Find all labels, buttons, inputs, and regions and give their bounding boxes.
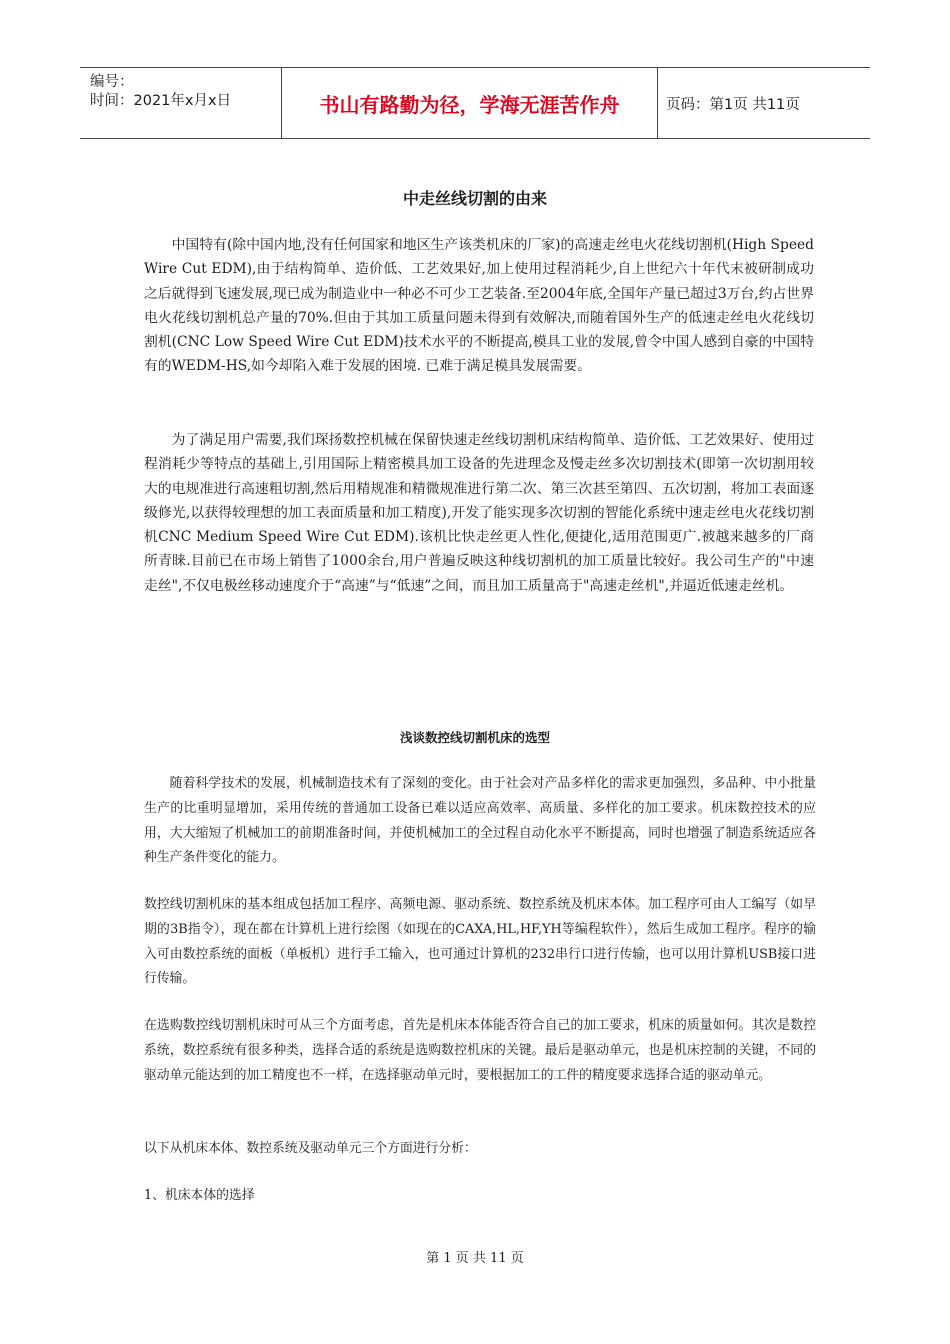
article-1-paragraph: 为了满足用户需要,我们琛扬数控机械在保留快速走丝线切割机床结构简单、造价低、工艺效果好、使用过程消耗少等特点的基础上,引用国际上精密模具加工设备的先进理念及慢走丝多次切割技术(即第一次切割用较大的电规准进行高速粗切割,然后用精规准和精微规准进行第二次、第三次甚至第四、五次切割，将加工表面逐级修光,以获得较理想的加工表面质量和加工精度),开发了能实现多次切割的智能化系统中速走丝电火花线切割机CNC Medium Speed Wire Cut EDM).该机比快走丝更人性化,便捷化,适用范围更广.被越来越多的厂商所青睐.目前已在市场上销售了1000余台,用户普遍反映这种线切割机的加工质量比较好。我公司生产的"中速走丝",不仅电极丝移动速度介于“高速”与“低速”之间，而且加工质量高于"高速走丝机",并逼近低速走丝机。 <box>144 432 814 594</box>
article-1-paragraph: 中国特有(除中国内地,没有任何国家和地区生产该类机床的厂家)的高速走丝电火花线切割机(High Speed Wire Cut EDM),由于结构简单、造价低、工艺效果好,加上使用过程消耗少,自上世纪六十年代末被研制成功之后就得到飞速发展,现已成为制造业中一种必不可少工艺装备.至2004年底,全国年产量已超过3万台,约占世界电火花线切割机总产量的70%.但由于其加工质量问题未得到有效解决,而随着国外生产的低速走丝电火花线切割机(CNC Low Speed Wire Cut EDM)技术水平的不断提高,模具工业的发展,曾令中国人感到自豪的中国特有的WEDM-HS,如今却陷入难于发展的困境. 已难于满足模具发展需要。 <box>144 237 814 375</box>
article-1-body <box>144 233 814 379</box>
header-motto: 书山有路勤为径，学海无涯苦作舟 <box>282 68 658 138</box>
header-page-number: 页码：第1页 共11页 <box>666 96 800 113</box>
article-2-paragraph: 数控线切割机床的基本组成包括加工程序、高频电源、驱动系统、数控系统及机床本体。加工程序可由人工编写（如早期的3B指令），现在都在计算机上进行绘图（如现在的CAXA,HL,HF,YH等编程软件），然后生成加工程序。程序的输入可由数控系统的面板（单板机）进行手工输入，也可通过计算机的232串行口进行传输，也可以用计算机USB接口进行传输。 <box>144 897 816 987</box>
article-2-body-4 <box>144 1137 816 1162</box>
page-header <box>80 67 870 139</box>
article-2-paragraph: 在选购数控线切割机床时可从三个方面考虑，首先是机床本体能否符合自己的加工要求，机床的质量如何。其次是数控系统，数控系统有很多种类，选择合适的系统是选购数控机床的关键。最后是驱动单元，也是机床控制的关键，不同的驱动单元能达到的加工精度也不一样，在选择驱动单元时，要根据加工的工件的精度要求选择合适的驱动单元。 <box>144 1018 816 1083</box>
page-footer: 第 1 页 共 11 页 <box>426 1251 524 1266</box>
article-2-section-heading: 1、机床本体的选择 <box>144 1188 255 1203</box>
header-meta-cell <box>80 68 282 138</box>
doc-number-label: 编号： <box>90 74 134 90</box>
article-2-paragraph: 随着科学技术的发展，机械制造技术有了深刻的变化。由于社会对产品多样化的需求更加强烈，多品种、中小批量生产的比重明显增加，采用传统的普通加工设备已难以适应高效率、高质量、多样化的加工要求。机床数控技术的应用，大大缩短了机械加工的前期准备时间，并使机械加工的全过程自动化水平不断提高，同时也增强了制造系统适应各种生产条件变化的能力。 <box>144 776 816 866</box>
article-2-body <box>144 772 816 871</box>
article-2-body-3 <box>144 1014 816 1088</box>
article-1-body-2 <box>144 428 814 598</box>
article-2-paragraph: 以下从机床本体、数控系统及驱动单元三个方面进行分析： <box>144 1141 477 1156</box>
article-2-title: 浅谈数控线切割机床的选型 <box>399 730 550 745</box>
article-2-body-5 <box>144 1184 816 1209</box>
article-2-body-2 <box>144 893 816 992</box>
doc-date-label: 时间：2021年x月x日 <box>90 93 232 109</box>
article-1-title: 中走丝线切割的由来 <box>402 189 547 208</box>
